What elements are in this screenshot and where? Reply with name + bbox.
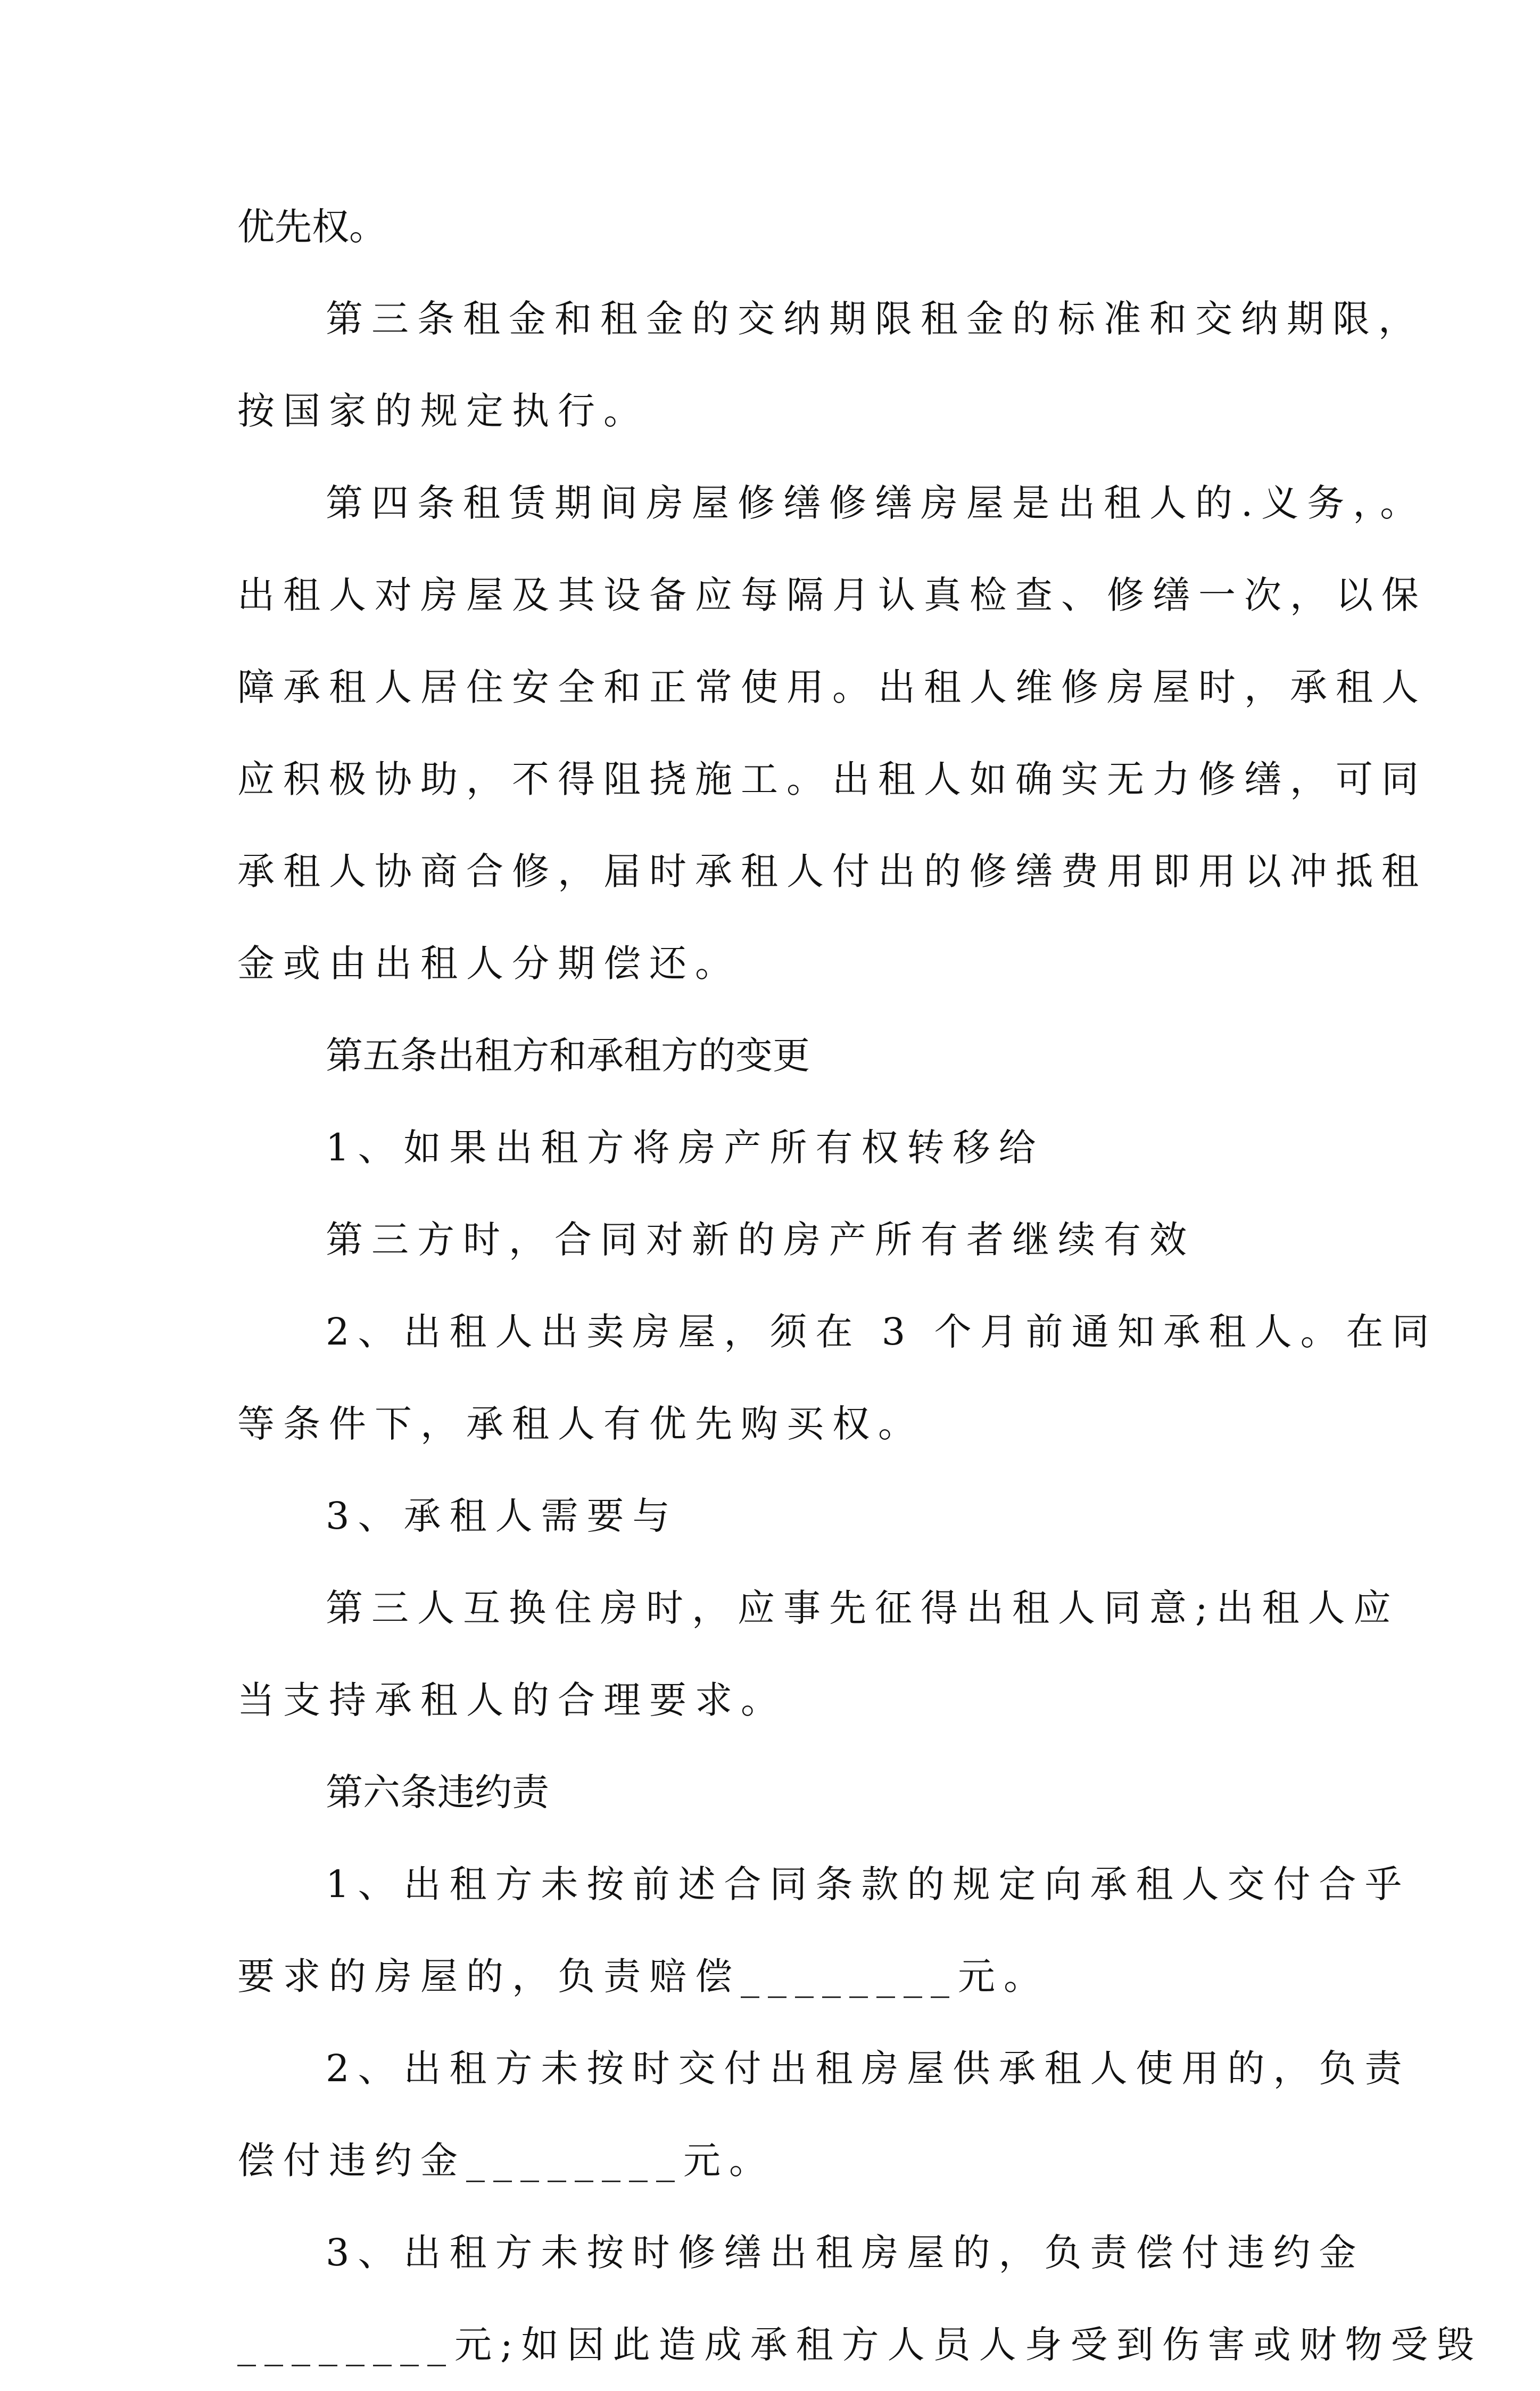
- text-line: 应积极协助，不得阻挠施工。出租人如确实无力修缮，可同: [237, 757, 1427, 801]
- text-line: 第四条租赁期间房屋修缮修缮房屋是出租人的.义务，。: [326, 481, 1426, 525]
- text-line: 2、出租方未按时交付出租房屋供承租人使用的，负责: [326, 2047, 1411, 2090]
- text-line: 第三人互换住房时，应事先征得出租人同意;出租人应: [326, 1586, 1400, 1630]
- text-line: ________元;如因此造成承租方人员人身受到伤害或财物受毁: [237, 2323, 1483, 2367]
- text-line: 当支持承租人的合理要求。: [237, 1678, 786, 1722]
- text-line: 障承租人居住安全和正常使用。出租人维修房屋时，承租人: [237, 665, 1427, 709]
- text-line: 3、承租人需要与: [326, 1494, 678, 1538]
- text-line: 按国家的规定执行。: [237, 389, 649, 433]
- text-line: 1、如果出租方将房产所有权转移给: [326, 1126, 1045, 1169]
- text-line: 要求的房屋的，负责赔偿________元。: [237, 1955, 1049, 1998]
- text-line: 第六条违约责: [326, 1770, 549, 1814]
- text-line: 承租人协商合修，届时承租人付出的修缮费用即用以冲抵租: [237, 850, 1427, 893]
- text-line: 优先权。: [237, 205, 386, 249]
- text-line: 第五条出租方和承租方的变更: [326, 1034, 810, 1077]
- text-line: 等条件下，承租人有优先购买权。: [237, 1402, 924, 1446]
- text-line: 第三条租金和租金的交纳期限租金的标准和交纳期限，: [326, 297, 1424, 341]
- text-line: 偿付违约金________元。: [237, 2139, 775, 2182]
- document-body: [237, 181, 1483, 2391]
- text-line: 2、出租人出卖房屋，须在 3 个月前通知承租人。在同: [326, 1310, 1438, 1354]
- text-line: 第三方时，合同对新的房产所有者继续有效: [326, 1218, 1195, 1262]
- text-line: 出租人对房屋及其设备应每隔月认真检查、修缮一次，以保: [237, 573, 1427, 617]
- text-line: 金或由出租人分期偿还。: [237, 942, 741, 985]
- text-line: 3、出租方未按时修缮出租房屋的，负责偿付违约金: [326, 2231, 1365, 2274]
- text-line: 1、出租方未按前述合同条款的规定向承租人交付合乎: [326, 1862, 1411, 1906]
